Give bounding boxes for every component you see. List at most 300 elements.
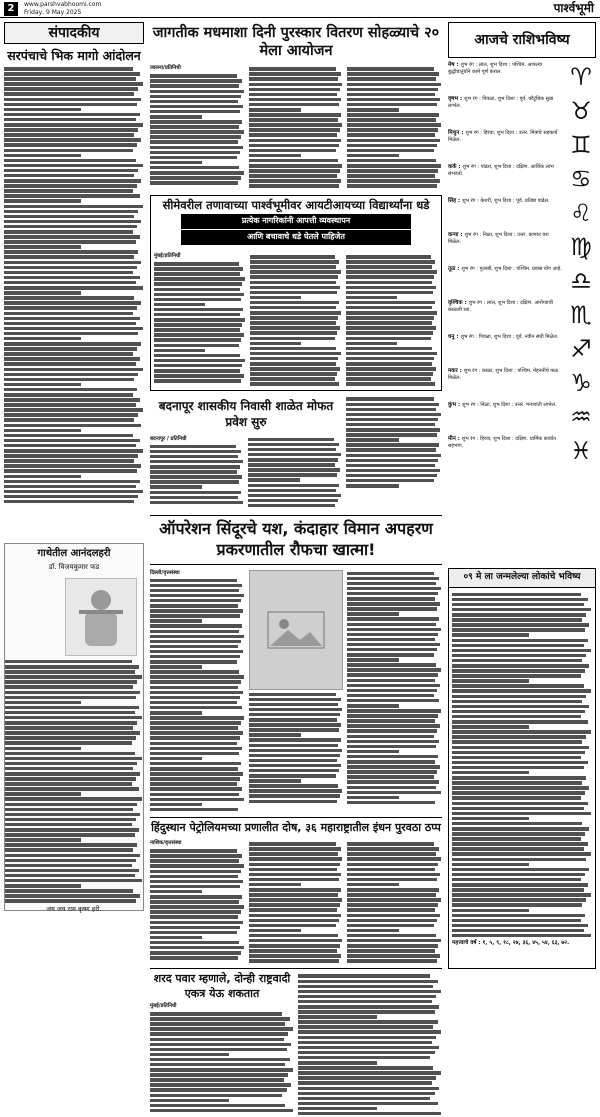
text-line [154,344,239,348]
text-line [298,1020,438,1024]
text-line [4,464,141,468]
text-line [347,694,434,698]
text-line [346,448,436,452]
text-line [452,720,588,724]
text-line [346,291,433,295]
text-line [150,726,238,730]
text-line [347,164,441,168]
text-line [249,749,343,753]
text-line [4,495,138,499]
text-line [298,995,436,999]
text-line [249,944,340,948]
text-line [298,1041,432,1045]
text-line [347,159,436,163]
text-line [346,408,436,412]
text-line [4,250,138,254]
text-line [4,327,143,331]
text-line [250,367,340,371]
text-line [452,689,591,693]
text-line [5,864,132,868]
text-line [4,378,134,382]
text-line [298,1046,439,1050]
text-line [5,721,137,725]
text-line [4,235,140,239]
text-line [249,718,337,722]
editorial-label: संपादकीय [4,22,144,44]
text-line [150,110,240,114]
text-line [249,154,301,158]
text-line [249,847,341,851]
rashi-item [448,96,596,126]
text-line [4,337,81,341]
text-line [298,1076,436,1080]
text-line [248,463,335,467]
text-line [150,609,243,613]
rashi-name: वृश्चिक : [448,300,469,306]
brand-name: पार्श्वभूमी [553,1,594,16]
text-line [347,699,439,703]
text-line [452,929,584,933]
text-line [150,120,242,124]
text-line [4,459,134,463]
text-line [250,291,337,295]
text-line [249,954,342,958]
text-line [4,413,138,417]
text-line [150,604,238,608]
text-line [347,98,440,102]
text-line [347,714,438,718]
text-line [4,98,141,102]
text-line [347,847,439,851]
text-line [150,731,243,735]
left-column [4,22,144,996]
text-line [248,489,336,493]
text-line [150,624,242,628]
text-line [248,478,300,482]
text-line [347,77,436,81]
text-line [4,230,133,234]
text-line [346,443,439,447]
text-line [298,1102,438,1106]
text-line [452,725,529,729]
text-line [4,67,133,71]
text-line [150,787,242,791]
text-line [249,133,337,137]
text-line [5,670,135,674]
fuel-body [150,840,442,964]
text-line [150,782,237,786]
text-line [347,602,440,606]
text-line [346,311,437,315]
rashi-name: मिथुन : [448,130,466,136]
text-line [5,889,133,893]
text-line [4,357,140,361]
text-line [347,842,434,846]
text-line [346,321,432,325]
text-line [347,612,399,616]
text-line [4,418,134,422]
text-line [250,265,336,269]
text-line [250,347,336,351]
text-line [452,771,529,775]
text-line [150,701,237,705]
rashi-name: तूळ : [448,266,462,272]
text-line [150,864,244,868]
text-line [347,113,439,117]
text-line [249,728,339,732]
text-line [5,736,136,740]
pawar-col-2 [298,972,442,1117]
lucky-numbers: महत्त्वाचे वर्ष : १, ५, ९, १८, २७, ३६, ४५, ५४, ६३, ७२. [452,940,570,947]
text-line [452,659,582,663]
text-line [4,373,138,377]
text-line [150,777,240,781]
text-line [154,338,241,342]
rashi-text [448,368,563,398]
text-line [248,448,336,452]
text-line [346,423,435,427]
text-line [347,729,437,733]
text-line [250,255,335,259]
text-line [347,72,439,76]
rashi-name: कर्क : [448,164,463,170]
poem-author: डॉ. विजयकुमार फड [48,562,100,571]
text-line [154,318,245,322]
text-line [346,474,437,478]
text-line [346,413,441,417]
border-body [151,250,441,390]
text-line [150,895,242,899]
text-line [4,312,133,316]
text-line [347,873,440,877]
rashi-prediction: शुभ रंग : पिवळा, शुभ दिशा : पूर्व. नवीन संधी मिळेल. [460,334,559,340]
text-line [249,139,342,143]
text-line [154,328,240,332]
rashi-text [448,96,563,126]
zodiac-sign-icon: ♒ [570,402,592,431]
zodiac-sign-icon: ♏ [570,300,592,329]
text-line [249,169,340,173]
born-today-box [448,568,596,969]
text-line [452,888,584,892]
text-line [5,767,133,771]
text-line [5,854,140,858]
text-line [347,617,439,621]
text-line [250,321,336,325]
text-line [150,931,237,935]
text-line [150,491,241,495]
text-line [5,706,139,710]
text-line [346,255,431,259]
text-line [150,691,243,695]
text-line [150,135,241,139]
text-line [249,174,337,178]
zodiac-sign-icon: ♑ [570,368,592,397]
text-line [249,93,337,97]
text-line [4,469,137,473]
text-line [4,92,134,96]
text-line [298,1112,441,1116]
text-line [347,123,441,127]
text-line [347,878,437,882]
text-line [452,746,589,750]
editorial-title: सरपंचाचे भिक मागो आंदोलन [7,48,141,63]
pawar-story [150,972,294,1117]
text-line [452,802,588,806]
text-line [250,296,301,300]
text-line [5,696,136,700]
text-line [347,93,435,97]
text-line [4,128,138,132]
text-line [5,874,135,878]
text-line [4,154,81,158]
text-line [150,584,242,588]
text-line [4,434,133,438]
text-line [452,868,589,872]
text-line [4,306,137,310]
text-line [150,151,240,155]
text-line [346,301,435,305]
text-line [249,868,337,872]
text-line [150,1104,285,1108]
text-line [150,941,239,945]
text-line [347,801,435,805]
text-line [150,890,202,894]
text-line [347,133,435,137]
text-line [452,858,586,862]
zodiac-sign-icon: ♊ [570,130,592,159]
text-line [250,326,340,330]
text-line [5,741,132,745]
text-line [150,696,240,700]
text-line [347,954,440,958]
text-line [150,630,239,634]
text-line [346,428,440,432]
text-line [150,849,237,853]
text-line [150,706,242,710]
text-line [347,577,439,581]
text-line [150,100,238,104]
text-line [452,644,584,648]
text-line [150,675,244,679]
text-line [4,362,136,366]
text-line [150,711,202,715]
text-line [346,367,436,371]
poem-text-lines [5,660,143,903]
text-line [4,266,137,270]
text-line [150,900,239,904]
zodiac-sign-icon: ♌ [570,198,592,227]
text-line [298,1010,435,1014]
text-line [452,710,585,714]
text-line [150,95,241,99]
text-line [248,438,334,442]
text-line [452,756,581,760]
rashi-text [448,62,563,92]
text-line [150,1038,284,1042]
text-line [452,842,588,846]
text-line [150,757,202,761]
rashi-text [448,300,563,330]
text-line [150,915,238,919]
text-line [298,1087,439,1091]
text-line [346,403,439,407]
text-line [347,760,435,764]
text-line [452,883,588,887]
text-line [4,286,143,290]
text-line [5,848,133,852]
text-line [347,643,440,647]
lead-col-2 [249,65,344,189]
rashi-text [448,164,563,194]
text-line [346,281,432,285]
text-line [452,822,582,826]
text-line [249,863,340,867]
text-line [346,331,433,335]
text-line [4,123,143,127]
text-line [5,828,139,832]
text-line [5,701,81,705]
text-line [250,372,337,376]
text-line [347,745,436,749]
text-line [249,72,341,76]
text-line [249,693,336,697]
text-line [5,675,142,679]
text-line [154,288,240,292]
text-line [248,504,335,508]
text-line [298,1051,435,1055]
text-line [5,833,135,837]
text-line [346,372,433,376]
text-line [150,645,238,649]
text-line [346,459,438,463]
rashi-text [448,198,563,228]
text-line [452,898,586,902]
text-line [4,322,136,326]
text-line [150,670,239,674]
lead-dateline: जालना/प्रतिनिधी [150,65,181,72]
school-body [150,436,342,509]
text-line [4,159,136,163]
text-line [4,429,81,433]
text-line [298,1025,433,1029]
text-line [346,342,397,346]
fuel-dateline: नाशिक/वृत्तसंस्था [150,840,182,847]
text-line [346,454,441,458]
text-line [347,949,435,953]
sindoor-dateline: दिल्ली/वृत्तसंस्था [150,569,180,576]
website-link[interactable]: www.parshvabhoomi.com [24,1,102,9]
text-line [249,754,340,758]
text-line [154,267,243,271]
text-line [347,863,438,867]
text-line [249,179,342,183]
text-line [249,83,343,87]
text-line [452,766,584,770]
text-line [5,782,132,786]
rashi-name: धनु : [448,334,461,340]
lead-body [150,65,442,189]
text-line [248,499,338,503]
text-line [347,924,434,928]
text-line [4,296,134,300]
text-line [4,72,140,76]
text-line [4,143,137,147]
pawar-row [150,972,442,1117]
text-line [347,149,434,153]
text-line [250,342,301,346]
text-line [452,649,591,653]
text-line [346,347,432,351]
text-line [347,673,438,677]
text-line [452,684,584,688]
text-line [154,349,205,353]
text-line [5,792,81,796]
text-line [5,879,142,883]
text-line [250,270,341,274]
text-line [347,587,441,591]
text-line [452,812,591,816]
text-line [4,77,136,81]
rashi-item [448,164,596,194]
text-line [249,159,338,163]
text-line [249,733,301,737]
text-line [452,837,581,841]
text-line [452,786,589,790]
text-line [346,357,434,361]
text-line [4,398,140,402]
text-line [249,88,340,92]
text-line [452,695,586,699]
text-line [347,67,434,71]
text-line [249,939,343,943]
text-line [298,985,433,989]
text-line [347,184,437,188]
text-line [249,118,338,122]
text-line [347,679,435,683]
text-line [249,128,340,132]
text-line [346,362,432,366]
text-line [298,1005,439,1009]
text-line [452,664,589,668]
text-line [150,772,243,776]
text-line [452,852,591,856]
text-line [5,884,81,888]
text-line [250,275,338,279]
border-dateline: मुंबई/प्रतिनिधी [154,253,181,260]
text-line [150,640,241,644]
text-line [4,368,143,372]
text-line [150,115,202,119]
text-line [452,623,589,627]
rashi-item [448,266,596,296]
text-line [347,719,435,723]
text-line [4,194,140,198]
text-line [347,689,437,693]
page-header [0,0,600,18]
text-line [4,332,138,336]
border-headline: सीमेवरील तणावाच्या पार्श्वभूमीवर आयटीआयच्या विद्यार्थ्यांना धडे [162,197,430,212]
text-line [4,82,143,86]
text-line [347,684,440,688]
text-line [5,685,133,689]
text-line [150,752,239,756]
text-line [347,154,399,158]
text-line [150,1073,288,1077]
text-line [150,1109,293,1113]
text-line [150,635,244,639]
text-line [347,750,399,754]
